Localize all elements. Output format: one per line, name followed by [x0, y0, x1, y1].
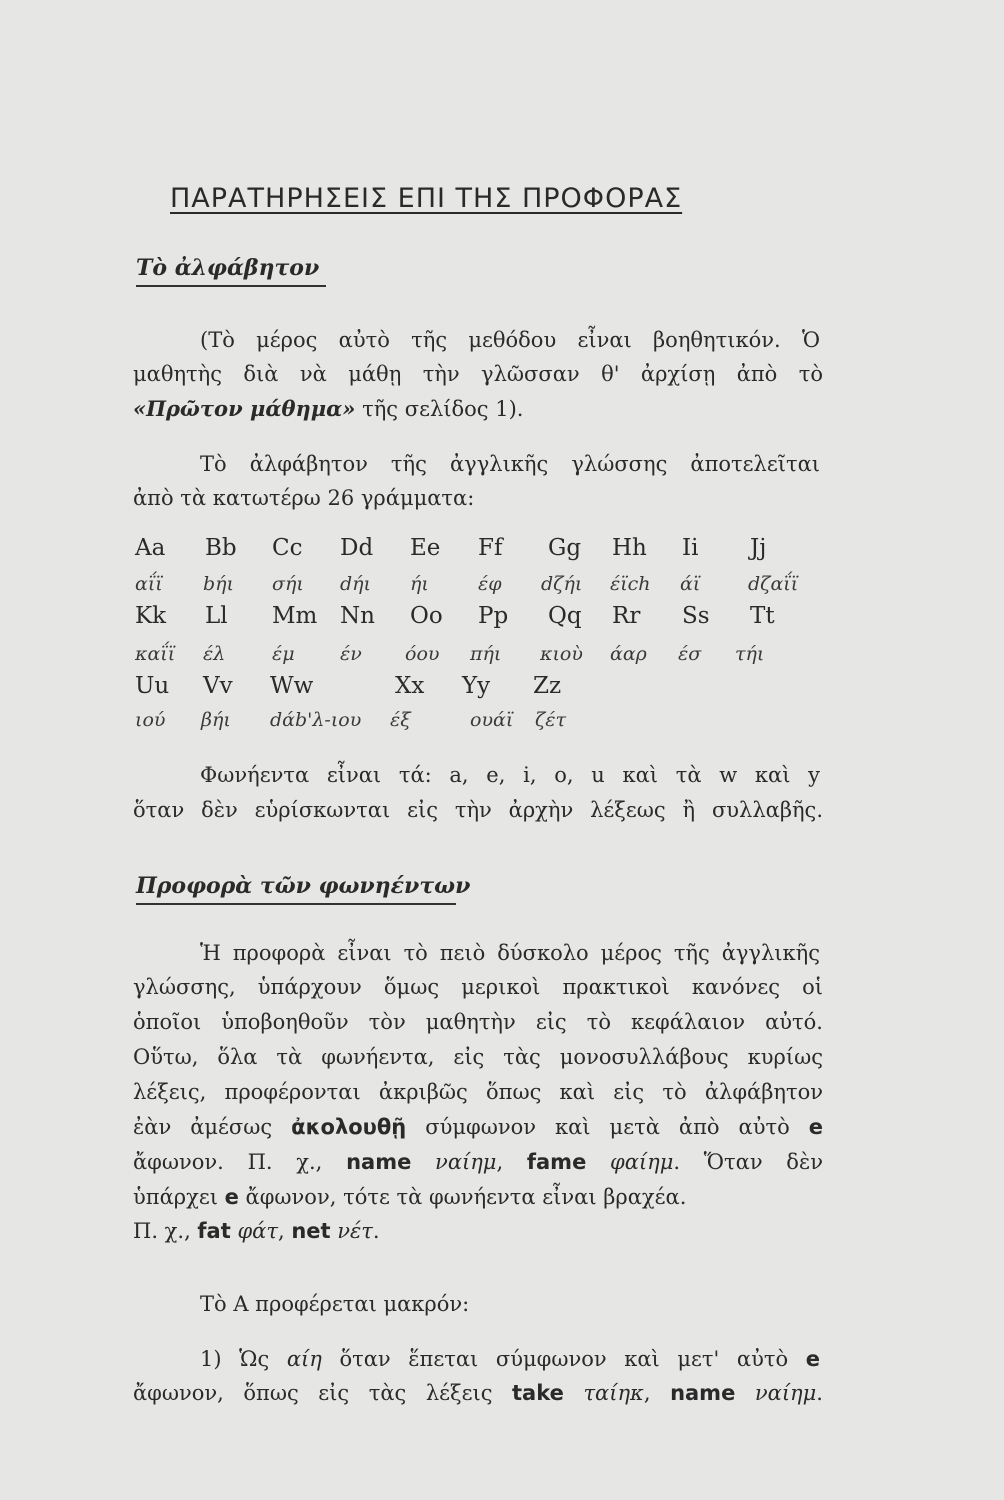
pronunciation: ουάϊ [470, 709, 514, 731]
pronunciation: πήι [470, 643, 502, 665]
letter: Dd [340, 535, 374, 561]
paragraph-line: Τὸ ἀλφάβητον τῆς ἀγγλικῆς γλώσσης ἀποτελεῖται [200, 452, 820, 476]
letter: Ii [682, 535, 699, 561]
pronunciation: dζαΐϊ [748, 573, 799, 595]
pronunciation: έξ [390, 709, 411, 731]
paragraph-line: «Πρῶτον μάθημα» τῆς σελίδος 1). [133, 396, 524, 421]
section-heading-vowel-pronunciation: Προφορὰ τῶν φωνηέντων [136, 873, 456, 905]
pronunciation: dήι [340, 573, 371, 595]
paragraph-line: (Τὸ μέρος αὐτὸ τῆς μεθόδου εἶναι βοηθητικόν. Ὁ [200, 328, 820, 352]
pronunciation: έν [340, 643, 362, 665]
paragraph-line: 1) Ὡς αίη ὅταν ἕπεται σύμφωνον καὶ μετ' αὐτὸ e [200, 1347, 820, 1371]
example-word: name [346, 1150, 412, 1174]
paragraph-line: Φωνήεντα εἶναι τά: a, e, i, o, u καὶ τὰ w καὶ y [200, 763, 820, 787]
pronunciation: dζήι [541, 573, 583, 595]
letter: Hh [612, 535, 647, 561]
paragraph-line: ὑπάρχει e ἄφωνον, τότε τὰ φωνήεντα εἶναι βραχέα. [133, 1185, 687, 1209]
pronunciation: βήι [201, 709, 231, 731]
letter: Mm [272, 603, 318, 629]
letter: Gg [548, 535, 582, 561]
pronunciation: άαρ [610, 643, 647, 665]
letter: Kk [135, 603, 167, 629]
letter: Zz [533, 673, 562, 699]
paragraph-line: ἐὰν ἀμέσως ἀκολουθῇ σύμφωνον καὶ μετὰ ἀπὸ αὐτὸ e [133, 1115, 823, 1139]
paragraph-line: Π. χ., fat φάτ, net νέτ. [133, 1219, 380, 1243]
pronunciation: ιού [135, 709, 166, 731]
example-word: take [512, 1381, 564, 1405]
letter: Ff [478, 535, 503, 561]
letter: Nn [340, 603, 375, 629]
paragraph-line: Τὸ Α προφέρεται μακρόν: [200, 1292, 470, 1316]
letter: Rr [612, 603, 641, 629]
letter: Bb [205, 535, 237, 561]
lesson-reference: «Πρῶτον μάθημα» [133, 396, 356, 421]
pronunciation: ζέτ [535, 709, 567, 731]
pronunciation: άϊ [680, 573, 701, 595]
letter: Ee [410, 535, 441, 561]
letter: Cc [272, 535, 303, 561]
pronunciation: έλ [203, 643, 226, 665]
pronunciation: όου [405, 643, 440, 665]
page-title: ΠΑΡΑΤΗΡΗΣΕΙΣ ΕΠΙ ΤΗΣ ΠΡΟΦΟΡΑΣ [170, 183, 683, 214]
letter: Aa [135, 535, 166, 561]
paragraph-line: ἄφωνον. Π. χ., name ναίημ, fame φαίημ. Ὅταν δὲν [133, 1150, 823, 1174]
letter: Jj [750, 535, 767, 561]
paragraph-line: Οὕτω, ὅλα τὰ φωνήεντα, εἰς τὰς μονοσυλλάβους κυρίως [133, 1045, 823, 1069]
example-word: name [670, 1381, 736, 1405]
example-word: net [291, 1219, 331, 1243]
paragraph-line: ὁποῖοι ὑποβοηθοῦν τὸν μαθητὴν εἰς τὸ κεφάλαιον αὐτό. [133, 1010, 823, 1034]
letter: Ll [205, 603, 228, 629]
letter: Yy [462, 673, 491, 699]
pronunciation: dάb'λ-ιου [270, 709, 362, 731]
paragraph-line: ὅταν δὲν εὑρίσκωνται εἰς τὴν ἀρχὴν λέξεως ἢ συλλαβῆς. [133, 798, 823, 822]
pronunciation: έσ [678, 643, 702, 665]
paragraph-line: ἄφωνον, ὅπως εἰς τὰς λέξεις take ταίηκ, name ναίημ. [133, 1381, 823, 1405]
pronunciation: έμ [272, 643, 295, 665]
letter: Uu [135, 673, 170, 699]
pronunciation: ήι [410, 573, 429, 595]
letter: Xx [395, 673, 425, 699]
paragraph-line: ἀπὸ τὰ κατωτέρω 26 γράμματα: [133, 486, 475, 510]
letter: Ww [270, 673, 314, 699]
letter: Vv [203, 673, 233, 699]
pronunciation: τήι [735, 643, 765, 665]
pronunciation: αΐϊ [135, 573, 163, 595]
pronunciation: καΐϊ [135, 643, 176, 665]
example-word: fame [526, 1150, 587, 1174]
pronunciation: σήι [272, 573, 304, 595]
paragraph-line: μαθητὴς διὰ νὰ μάθῃ τὴν γλῶσσαν θ' ἀρχίσῃ ἀπὸ τὸ [133, 362, 823, 386]
paragraph-line: Ἡ προφορὰ εἶναι τὸ πειὸ δύσκολο μέρος τῆς ἀγγλικῆς [200, 941, 820, 965]
letter: Tt [750, 603, 775, 629]
letter: Qq [548, 603, 582, 629]
letter: Pp [478, 603, 509, 629]
pronunciation: κιοὺ [540, 643, 583, 665]
pronunciation: έϊch [610, 573, 651, 595]
paragraph-line: γλώσσης, ὑπάρχουν ὅμως μερικοὶ πρακτικοὶ κανόνες οἱ [133, 975, 823, 999]
paragraph-line: λέξεις, προφέρονται ἀκριβῶς ὅπως καὶ εἰς τὸ ἀλφάβητον [133, 1080, 823, 1104]
example-word: fat [197, 1219, 231, 1243]
pronunciation: bήι [203, 573, 234, 595]
pronunciation: έφ [478, 573, 502, 595]
letter: Ss [682, 603, 710, 629]
letter: Oo [410, 603, 443, 629]
section-heading-alphabet: Τὸ ἀλφάβητον [136, 255, 326, 287]
